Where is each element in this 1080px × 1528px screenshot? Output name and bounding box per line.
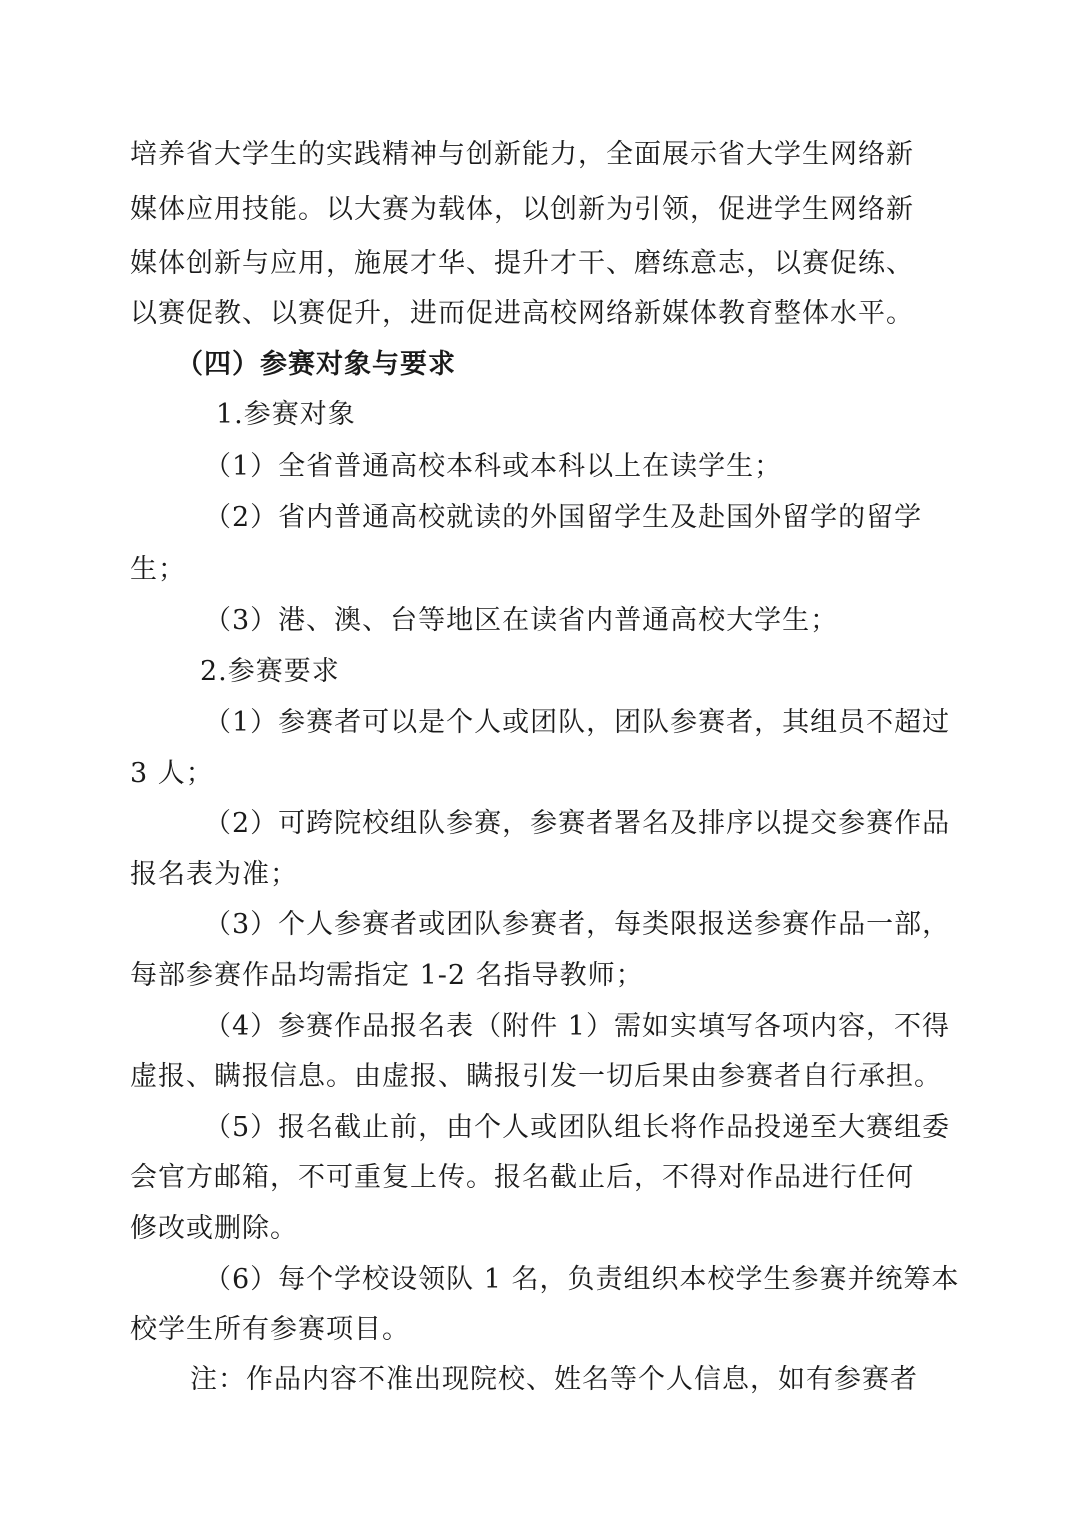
intro-line-1: 培养省大学生的实践精神与创新能力，全面展示省大学生网络新 bbox=[130, 139, 914, 170]
target-item-1: （1）全省普通高校本科或本科以上在读学生； bbox=[204, 451, 783, 482]
req-item-5-line-2: 会官方邮箱，不可重复上传。报名截止后，不得对作品进行任何 bbox=[130, 1162, 914, 1193]
req-item-2-line-1: （2）可跨院校组队参赛，参赛者署名及排序以提交参赛作品 bbox=[204, 808, 951, 839]
section-heading: （四）参赛对象与要求 bbox=[176, 349, 456, 380]
req-item-1-line-1: （1）参赛者可以是个人或团队，团队参赛者，其组员不超过 bbox=[204, 707, 951, 738]
target-item-2-line-1: （2）省内普通高校就读的外国留学生及赴国外留学的留学 bbox=[204, 502, 923, 533]
req-item-6-line-1: （6）每个学校设领队 1 名，负责组织本校学生参赛并统筹本 bbox=[204, 1264, 960, 1295]
req-item-5-line-3: 修改或删除。 bbox=[130, 1213, 298, 1244]
req-item-2-line-2: 报名表为准； bbox=[130, 859, 298, 890]
target-item-3: （3）港、澳、台等地区在读省内普通高校大学生； bbox=[204, 605, 839, 636]
note-line: 注：作品内容不准出现院校、姓名等个人信息，如有参赛者 bbox=[190, 1364, 918, 1395]
req-item-4-line-2: 虚报、瞒报信息。由虚报、瞒报引发一切后果由参赛者自行承担。 bbox=[130, 1061, 942, 1092]
req-item-6-line-2: 校学生所有参赛项目。 bbox=[130, 1314, 410, 1345]
req-item-3-line-2: 每部参赛作品均需指定 1-2 名指导教师； bbox=[130, 960, 644, 991]
req-item-4-line-1: （4）参赛作品报名表（附件 1）需如实填写各项内容，不得 bbox=[204, 1011, 950, 1042]
req-item-3-line-1: （3）个人参赛者或团队参赛者，每类限报送参赛作品一部， bbox=[204, 909, 951, 940]
intro-line-4: 以赛促教、以赛促升，进而促进高校网络新媒体教育整体水平。 bbox=[130, 298, 914, 329]
req-item-1-line-2: 3 人； bbox=[130, 758, 214, 789]
target-item-2-line-2: 生； bbox=[130, 554, 186, 585]
intro-line-3: 媒体创新与应用，施展才华、提升才干、磨练意志，以赛促练、 bbox=[130, 248, 914, 279]
req-item-5-line-1: （5）报名截止前，由个人或团队组长将作品投递至大赛组委 bbox=[204, 1112, 951, 1143]
intro-line-2: 媒体应用技能。以大赛为载体，以创新为引领，促进学生网络新 bbox=[130, 194, 914, 225]
requirements-title: 2.参赛要求 bbox=[200, 656, 340, 687]
target-title: 1.参赛对象 bbox=[216, 399, 356, 430]
